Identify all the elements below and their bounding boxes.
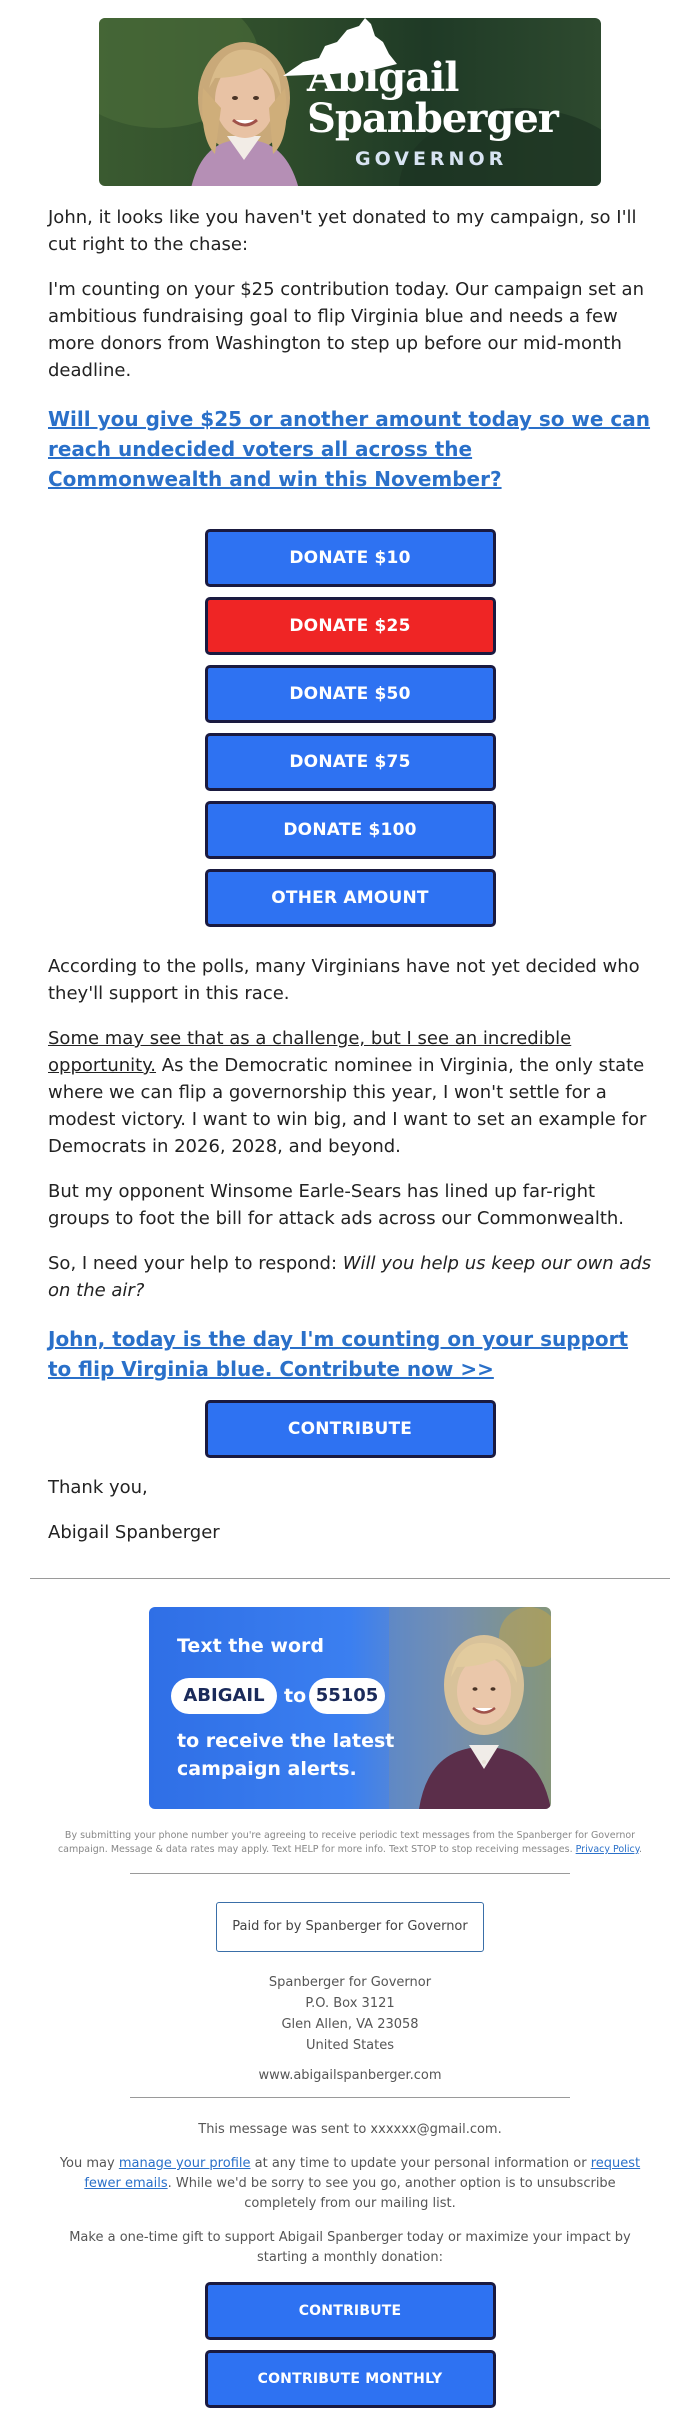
donation-ask-link[interactable]: Will you give $25 or another amount today so we can reach undecided voters all across the Commonwealth and win this November?: [48, 407, 651, 491]
sms-shortcode-pill: 55105: [309, 1678, 385, 1714]
sms-alerts-text: to receive the latest campaign alerts.: [177, 1730, 395, 1780]
privacy-policy-link[interactable]: Privacy Policy: [575, 1844, 640, 1855]
logo-office: GOVERNOR: [355, 148, 508, 170]
address-line-4: United States: [305, 2038, 395, 2053]
signature-text: Abigail Spanberger: [48, 1522, 220, 1543]
address-line-1: Spanberger for Governor: [268, 1975, 432, 1990]
paragraph-4-plain: So, I need your help to respond:: [48, 1253, 343, 1274]
website-text: www.abigailspanberger.com: [258, 2068, 442, 2083]
footer-divider-1: [130, 1873, 570, 1874]
email-page: [0, 18, 700, 2428]
contribute-monthly-button[interactable]: CONTRIBUTE MONTHLY: [205, 2350, 496, 2408]
sms-disclaimer: By submitting your phone number you're agreeing to receive periodic text messages from the Spanberger for Governor campaign. Message & data rates may apply. Text HELP for more info. Text STOP to stop receiving messages. Privacy Policy.: [57, 1830, 643, 1855]
footer-contribute-button[interactable]: CONTRIBUTE: [205, 2282, 496, 2340]
sms-disclaimer-text: By submitting your phone number you're agreeing to receive periodic text messages from the Spanberger for Governor campaign. Message & data rates may apply. Text HELP for more info. Text STOP to stop receiving messages.: [57, 1830, 636, 1855]
campaign-logo: [307, 56, 597, 176]
email-body: [0, 204, 700, 1546]
sms-to-label: to: [284, 1685, 307, 1707]
header-banner: [99, 18, 601, 186]
paragraph-4-italic: Will you help us keep our own ads on the air?: [48, 1253, 652, 1301]
manage-preferences-text: [55, 2154, 645, 2214]
address-line-2: P.O. Box 3121: [305, 1996, 395, 2011]
paragraph-4: [48, 1250, 652, 1304]
text-alerts-banner[interactable]: [149, 1607, 551, 1809]
paid-for-box: Paid for by Spanberger for Governor: [216, 1902, 484, 1952]
footer-button-group: [0, 2282, 700, 2428]
paragraph-2-underlined: Some may see that as a challenge, but I see an incredible opportunity.: [48, 1028, 572, 1076]
donate-100-button[interactable]: DONATE $100: [205, 801, 496, 859]
manage-pre-text: You may: [59, 2156, 119, 2171]
candidate-portrait-small: [389, 1607, 551, 1809]
polls-paragraph: According to the polls, many Virginians have not yet decided who they'll support in this race.: [48, 956, 640, 1004]
donate-button-group: [48, 529, 652, 927]
greeting-text: John, it looks like you haven't yet donated to my campaign, so I'll cut right to the chase:: [48, 207, 637, 255]
sms-keyword-pill: ABIGAIL: [171, 1678, 277, 1714]
paragraph-2: [48, 1025, 652, 1160]
gift-prompt-text: Make a one-time gift to support Abigail Spanberger today or maximize your impact by starting a monthly donation:: [69, 2230, 631, 2265]
paragraph-3: But my opponent Winsome Earle-Sears has lined up far-right groups to foot the bill for attack ads across our Commonwealth.: [48, 1181, 625, 1229]
logo-last-name: Spanberger: [307, 95, 558, 142]
donate-25-button[interactable]: DONATE $25: [205, 597, 496, 655]
manage-mid-text: at any time to update your personal information or: [250, 2156, 591, 2171]
other-amount-button[interactable]: OTHER AMOUNT: [205, 869, 496, 927]
manage-post-text: . While we'd be sorry to see you go, another option is to unsubscribe completely from our mailing list.: [167, 2176, 616, 2211]
donate-10-button[interactable]: DONATE $10: [205, 529, 496, 587]
text-the-word-label: Text the word: [177, 1635, 324, 1657]
section-divider: [30, 1578, 670, 1579]
donate-50-button[interactable]: DONATE $50: [205, 665, 496, 723]
contribute-now-link[interactable]: John, today is the day I'm counting on your support to flip Virginia blue. Contribute now >>: [48, 1327, 629, 1381]
donate-75-button[interactable]: DONATE $75: [205, 733, 496, 791]
sent-to-text: This message was sent to xxxxxx@gmail.com.: [198, 2122, 502, 2137]
address-line-3: Glen Allen, VA 23058: [281, 2017, 419, 2032]
footer-divider-2: [130, 2097, 570, 2098]
logo-first-name: Abigail: [307, 54, 459, 101]
request-fewer-emails-link[interactable]: request fewer emails: [84, 2156, 641, 2191]
paragraph-2-rest: As the Democratic nominee in Virginia, the only state where we can flip a governorship this year, I won't settle for a modest victory. I want to win big, and I want to set an example for Democrats in 2026, 2028, and beyond.: [48, 1055, 647, 1157]
manage-profile-link[interactable]: manage your profile: [118, 2156, 251, 2171]
contribute-button[interactable]: CONTRIBUTE: [205, 1400, 496, 1458]
mailing-address: [0, 1972, 700, 2056]
paragraph-1: I'm counting on your $25 contribution today. Our campaign set an ambitious fundraising goal to flip Virginia blue and needs a few more donors from Washington to step up before our mid-month deadline.: [48, 279, 644, 381]
thanks-text: Thank you,: [48, 1477, 148, 1498]
